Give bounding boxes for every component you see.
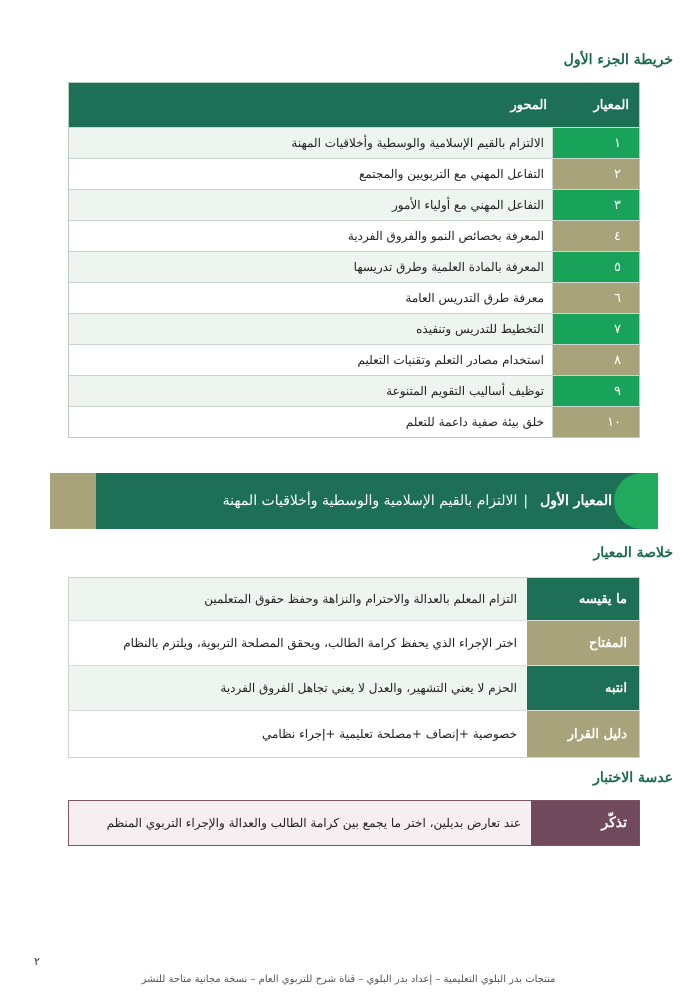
summary-section-title: خلاصة المعيار — [593, 545, 673, 561]
page-footer: منتجات بدر البلوي التعليمية – إعداد بدر البلوي – قناة شرح للتربوي العام – نسخة مجانية متاحة للنشر — [141, 974, 556, 985]
map-section-title: خريطة الجزء الأول — [563, 52, 673, 68]
standard-number: ٤ — [553, 221, 639, 251]
standard-banner — [50, 473, 658, 529]
standard-number: ٧ — [553, 314, 639, 344]
standard-number: ٢ — [553, 159, 639, 189]
summary-value: التزام المعلم بالعدالة والاحترام والنزاهة وحفظ حقوق المتعلمين — [69, 578, 527, 620]
summary-label: دليل القرار — [527, 711, 639, 757]
standard-number: ١ — [553, 128, 639, 158]
summary-label: انتبه — [527, 666, 639, 710]
table-row — [69, 220, 639, 251]
table-row — [69, 251, 639, 282]
standard-number: ٨ — [553, 345, 639, 375]
summary-row — [69, 620, 639, 665]
banner-separator: | — [523, 493, 529, 509]
summary-label: المفتاح — [527, 621, 639, 665]
standard-axis-text: التفاعل المهني مع أولياء الأمور — [69, 190, 553, 220]
banner-standard-label: المعيار الأول — [540, 493, 612, 509]
standard-axis-text: خلق بيئة صفية داعمة للتعلم — [69, 407, 553, 437]
table-header — [69, 83, 639, 127]
standard-number: ١٠ — [553, 407, 639, 437]
table-row — [69, 344, 639, 375]
summary-row — [69, 710, 639, 757]
standard-axis-text: معرفة طرق التدريس العامة — [69, 283, 553, 313]
banner-accent-right — [614, 473, 658, 529]
remember-box — [68, 800, 640, 846]
standard-axis-text: التخطيط للتدريس وتنفيذه — [69, 314, 553, 344]
summary-label: ما يقيسه — [527, 578, 639, 620]
standard-number: ٥ — [553, 252, 639, 282]
table-row — [69, 282, 639, 313]
standard-number: ٦ — [553, 283, 639, 313]
table-row — [69, 158, 639, 189]
table-row — [69, 127, 639, 158]
table-row — [69, 375, 639, 406]
summary-row — [69, 665, 639, 710]
summary-value: الحزم لا يعني التشهير، والعدل لا يعني تجاهل الفروق الفردية — [69, 666, 527, 710]
standard-axis-text: توظيف أساليب التقويم المتنوعة — [69, 376, 553, 406]
lens-section-title: عدسة الاختبار — [593, 770, 673, 786]
standard-axis-text: المعرفة بالمادة العلمية وطرق تدريسها — [69, 252, 553, 282]
header-standard: المعيار — [593, 97, 629, 113]
banner-standard-title: الالتزام بالقيم الإسلامية والوسطية وأخلاقيات المهنة — [222, 493, 518, 509]
standard-axis-text: التفاعل المهني مع التربويين والمجتمع — [69, 159, 553, 189]
banner-accent-left — [50, 473, 96, 529]
standard-number: ٩ — [553, 376, 639, 406]
summary-value: اختر الإجراء الذي يحفظ كرامة الطالب، ويحقق المصلحة التربوية، ويلتزم بالنظام — [69, 621, 527, 665]
standard-summary-table — [68, 577, 640, 758]
summary-value: خصوصية +إنصاف +مصلحة تعليمية +إجراء نظامي — [69, 711, 527, 757]
table-row — [69, 313, 639, 344]
table-row — [69, 189, 639, 220]
remember-text: عند تعارض بديلين، اختر ما يجمع بين كرامة الطالب والعدالة والإجراء التربوي المنظم — [69, 801, 531, 845]
standard-axis-text: استخدام مصادر التعلم وتقنيات التعليم — [69, 345, 553, 375]
standard-axis-text: المعرفة بخصائص النمو والفروق الفردية — [69, 221, 553, 251]
standards-map-table — [68, 82, 640, 438]
page-number: ٢ — [34, 955, 40, 968]
banner-content — [223, 473, 612, 529]
standard-axis-text: الالتزام بالقيم الإسلامية والوسطية وأخلاقيات المهنة — [69, 128, 553, 158]
summary-row — [69, 578, 639, 620]
standard-number: ٣ — [553, 190, 639, 220]
table-row — [69, 406, 639, 437]
header-axis: المحور — [510, 97, 547, 113]
remember-label: تذكّر — [531, 801, 639, 845]
